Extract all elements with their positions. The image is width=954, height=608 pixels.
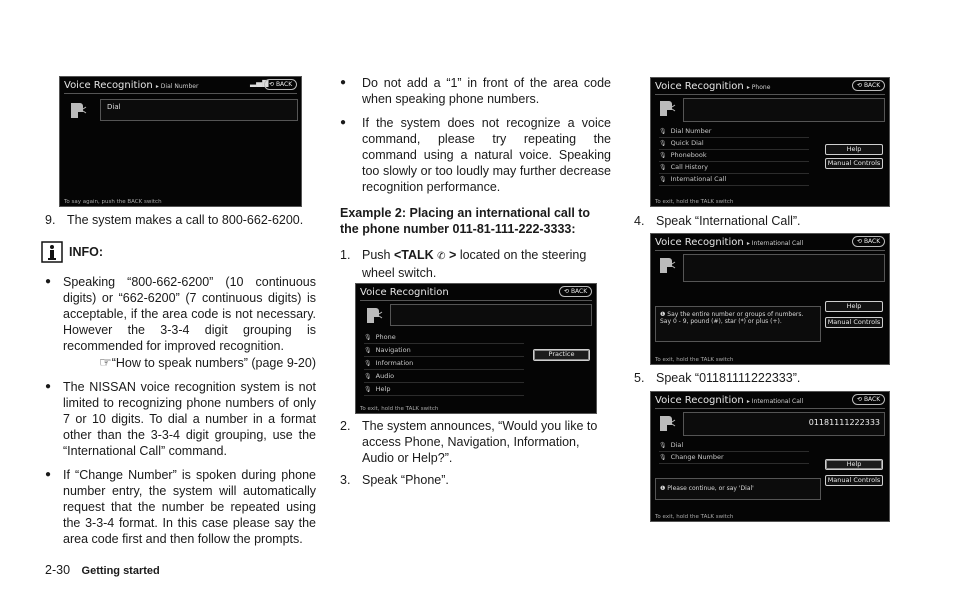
practice-button[interactable]: Practice (533, 349, 590, 361)
dialed-number: 01181111222333 (808, 418, 880, 427)
screen-header: Voice Recognition ▸ International Call (655, 394, 885, 409)
screen-footer: To exit, hold the TALK switch (655, 357, 734, 363)
info-icon: ❶ (660, 485, 668, 492)
message-panel (655, 478, 821, 500)
middle-column-steps (340, 418, 611, 488)
menu-item[interactable]: 🎙 Phonebook (659, 150, 809, 162)
screen-dial-number (59, 76, 302, 207)
info-icon (41, 241, 63, 263)
info-bullet: ● Speaking “800-662-6200” (10 continuous digits) or “662-6200” (7 continuous digits) is acceptable, if the area code is not necessary. However the 3-3-4 digit grouping is recommended for improved recognition. (45, 275, 316, 353)
message-text: ❶ Say the entire number or groups of numbers. Say 0 - 9, pound (#), star (*) or plus (+). (660, 311, 804, 325)
info-label: INFO: (69, 245, 104, 259)
screen-phone-menu (650, 77, 890, 207)
screen-footer: To exit, hold the TALK switch (360, 406, 439, 412)
voice-icon (657, 414, 677, 434)
screen-subtitle: International Call (751, 240, 804, 247)
screen-title: Voice Recognition (655, 395, 744, 406)
message-panel (655, 306, 821, 342)
page-footer (45, 563, 160, 577)
menu-item[interactable]: 🎙 Dial (659, 440, 809, 452)
step-5: 5. Speak “01181111222333”. (634, 371, 801, 385)
menu-item[interactable]: 🎙 Help (364, 384, 524, 396)
step-4: 4. Speak “International Call”. (634, 214, 801, 228)
screen-header: Voice Recognition ▸ Phone (655, 80, 885, 95)
help-button[interactable]: Help (825, 301, 883, 312)
voice-icon (68, 101, 88, 121)
manual-controls-button[interactable]: Manual Controls (825, 475, 883, 486)
talk-icon: ✆ (437, 251, 446, 262)
voice-icon (657, 256, 677, 276)
screen-header: Voice Recognition ▸ Dial Number (64, 79, 297, 94)
info-bullet: ● If “Change Number” is spoken during phone number entry, the system will automatically request that the number be repeated using the 3-3-4 format. In this case please say the area code first and then follow the prompts. (45, 468, 316, 546)
number-panel (683, 412, 885, 436)
info-bullet: ● The NISSAN voice recognition system is not limited to recognizing phone numbers of only 7 or 10 digits. To dial a number in a format other than the 3-3-4 digit grouping, use the “International Call” command. (45, 380, 316, 458)
menu-item[interactable]: 🎙 Information (364, 358, 524, 370)
back-button[interactable]: ⟲ BACK (559, 286, 592, 297)
info-heading (45, 241, 316, 263)
step-1: 1. Push <TALK ✆ > located on the steering wheel switch. (340, 248, 587, 280)
reference-icon: ☞ (99, 354, 112, 370)
dial-field: Dial (100, 99, 298, 121)
screen-subtitle: International Call (751, 398, 804, 405)
screen-title: Voice Recognition (655, 237, 744, 248)
signal-icon: ▂▄▆ (250, 78, 269, 87)
prompt-panel (683, 98, 885, 122)
message-text: ❶ Please continue, or say 'Dial' (660, 485, 754, 492)
prompt-panel (683, 254, 885, 282)
example-heading: Example 2: Placing an international call to the phone number 011-81-111-222-3333: (340, 206, 591, 236)
menu-item[interactable]: 🎙 Audio (364, 371, 524, 383)
menu-item[interactable]: 🎙 Navigation (364, 345, 524, 357)
step-2: 2. The system announces, “Would you like to access Phone, Navigation, Information, Audio or Help?”. (340, 419, 598, 465)
step-3: 3. Speak “Phone”. (340, 473, 449, 487)
voice-icon (657, 99, 677, 119)
screen-voice-recognition (355, 283, 597, 414)
screen-title: Voice Recognition (64, 80, 153, 91)
menu-item[interactable]: 🎙 Call History (659, 162, 809, 174)
help-button[interactable]: Help (825, 144, 883, 155)
back-button[interactable]: ⟲ BACK (264, 79, 297, 90)
manual-controls-button[interactable]: Manual Controls (825, 317, 883, 328)
note-bullet: ● Do not add a “1” in front of the area code when speaking phone numbers. (340, 76, 611, 106)
screen-international-call (650, 233, 890, 365)
screen-subtitle: Dial Number (160, 83, 199, 90)
menu-item[interactable]: 🎙 International Call (659, 174, 809, 186)
menu-item[interactable]: 🎙 Quick Dial (659, 138, 809, 150)
menu-item[interactable]: 🎙 Phone (364, 332, 524, 344)
screen-title: Voice Recognition (360, 287, 449, 298)
menu-item[interactable]: 🎙 Change Number (659, 452, 809, 464)
screen-subtitle: Phone (751, 84, 771, 91)
left-column (45, 212, 316, 555)
screen-title: Voice Recognition (655, 81, 744, 92)
screen-footer: To exit, hold the TALK switch (655, 514, 734, 520)
screen-footer: To say again, push the BACK switch (64, 199, 162, 205)
manual-controls-button[interactable]: Manual Controls (825, 158, 883, 169)
voice-icon (364, 306, 384, 326)
screen-footer: To exit, hold the TALK switch (655, 199, 734, 205)
back-button[interactable]: ⟲ BACK (852, 80, 885, 91)
step-9: 9. The system makes a call to 800-662-6200. (45, 213, 304, 227)
screen-international-call-digits (650, 391, 890, 522)
back-button[interactable]: ⟲ BACK (852, 236, 885, 247)
middle-column (340, 75, 611, 281)
menu-item[interactable]: 🎙 Dial Number (659, 126, 809, 138)
screen-header (360, 286, 592, 301)
section-title: Getting started (81, 565, 160, 577)
screen-header: Voice Recognition ▸ International Call (655, 236, 885, 251)
back-button[interactable]: ⟲ BACK (852, 394, 885, 405)
page-number: 2-30 (45, 563, 71, 577)
reference: ☞“How to speak numbers” (page 9-20) (99, 354, 316, 370)
help-button[interactable]: Help (825, 459, 883, 470)
note-bullet: ● If the system does not recognize a voice command, please try repeating the command using a natural voice. Speaking too slowly or too loudly may further decrease recognition performance. (340, 116, 611, 194)
prompt-panel (390, 304, 592, 326)
info-icon: ❶ (660, 311, 668, 318)
